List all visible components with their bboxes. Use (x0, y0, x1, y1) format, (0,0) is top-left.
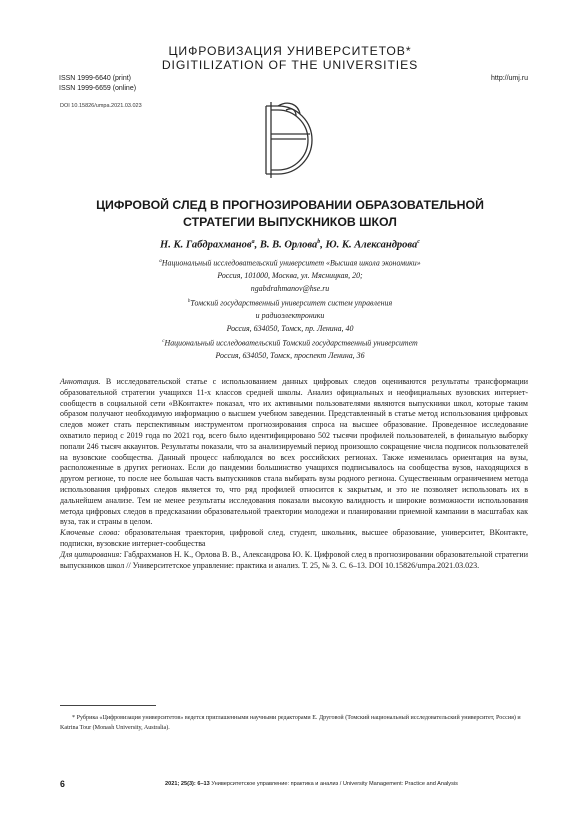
keywords-label: Ключевые слова: (60, 528, 120, 538)
affiliation-a (0, 256, 580, 295)
affil-marker: c (162, 339, 165, 344)
citation-text: Габдрахманов Н. К., Орлова В. В., Александрова Ю. К. Цифровой след в прогнозировании образовательной стратегии выпускников школ // Университетское управление: практика и анализ. Т. 25, № 3. С. 6–13. DOI 10.15826/umpa.2021.03.023. (60, 549, 528, 570)
author-affil-marker: b (317, 239, 321, 245)
doi-header: DOI 10.15826/umpa.2021.03.023 (60, 103, 142, 109)
keywords (60, 528, 528, 550)
footer-citation: 2021; 25(3): 6–13 (165, 781, 210, 787)
article-title (40, 197, 540, 231)
affil-line: Россия, 634050, Томск, пр. Ленина, 40 (226, 323, 354, 333)
affil-line: и радиоэлектроники (255, 311, 325, 321)
author-name: Ю. К. Александрова (325, 239, 418, 251)
abstract (60, 377, 528, 528)
author-list (0, 239, 580, 251)
affil-line: Томский государственный университет систем управления (190, 298, 393, 308)
affil-marker: b (187, 299, 191, 304)
affil-line: Россия, 634050, Томск, проспект Ленина, 36 (215, 351, 365, 361)
abstract-text: В исследовательской статье с использованием данных цифровых следов оцениваются результаты трансформации образовательной стратегии учащихся 11-х классов средней школы. Анализ официальных и неофициальных вузовских интернет-сообществ в социальной сети «ВКонтакте» показал, что их активными пользователями являются выпускники школ, которые таким образом получают необходимую информацию о высшем учебном заведении. Представленный в статье метод использования цифровых следов может стать перспективным инструментом прогнозирования спроса на высшее образование. Проведенное исследование охватило период с 2019 года по 2021 год, всего было идентифицировано 502 тысячи профилей пользователей, в финальную выборку попали 246 тысяч аккаунтов. Результаты показали, что за анализируемый период произошло сокращение числа подписок пользователей на вузовские сообщества. Данный процесс наблюдался во всех российских регионах. Также изменилась ориентация на вузы, расположенные в других регионах. Если до пандемии большинство учащихся подписывалось на сообщества вузов, находящихся в другом регионе, то после нее большая часть выпускников стала выбирать вузы родного региона. Существенным ограничением метода использования цифровых следов является то, что ряд профилей относится к закрытым, и это не позволяет использовать их в дальнейшем анализе. Тем не менее результаты исследования показали высокую валидность и широкие возможности использования метода цифровых следов в предсказании образовательной траектории молодежи и планировании приемной кампании в масштабах как вуза, так и страны в целом. (60, 377, 529, 527)
author-affil-marker: c (417, 239, 420, 245)
citation (60, 550, 528, 572)
running-footer (165, 781, 458, 787)
affil-line: Национальный исследовательский Томский государственный университет (164, 338, 418, 348)
abstract-label: Аннотация. (60, 377, 101, 386)
author-name: Н. К. Габдрахманов (160, 239, 252, 251)
author-affil-marker: a (251, 239, 255, 245)
affil-email[interactable]: ngabdrahmanov@hse.ru (250, 283, 330, 293)
footnote: * Рубрика «Цифровизация университетов» ведется приглашенными научными редакторами Е. Друговой (Томский национальный исследовательский университет, Россия) и Katrina Tour (Monash University, Australia). (60, 715, 521, 731)
issn-online: ISSN 1999-6659 (online) (59, 85, 137, 92)
section-title-en: DIGITILIZATION OF THE UNIVERSITIES (161, 58, 419, 72)
footnote-divider (60, 705, 156, 706)
abstract-block (60, 377, 528, 571)
affil-line: Россия, 101000, Москва, ул. Мясницкая, 20; (217, 271, 363, 281)
author-separator: , (320, 239, 326, 251)
author-name: В. В. Орлова (259, 239, 318, 251)
author-separator: , (254, 239, 260, 251)
section-title-ru: ЦИФРОВИЗАЦИЯ УНИВЕРСИТЕТОВ* (168, 44, 412, 58)
affiliation-c (0, 336, 580, 363)
affil-marker: a (159, 259, 162, 264)
page-number: 6 (60, 779, 65, 789)
issn-print: ISSN 1999-6640 (print) (59, 75, 131, 82)
footer-journal: Университетское управление: практика и анализ / University Management: Practice and Analysis (209, 781, 458, 787)
affiliation-b (0, 296, 580, 335)
affil-line: Национальный исследовательский университет «Высшая школа экономики» (161, 258, 421, 268)
article-title-line-1: ЦИФРОВОЙ СЛЕД В ПРОГНОЗИРОВАНИИ ОБРАЗОВАТЕЛЬНОЙ (96, 198, 484, 212)
journal-url[interactable]: http://umj.ru (491, 75, 528, 82)
article-title-line-2: СТРАТЕГИИ ВЫПУСКНИКОВ ШКОЛ (183, 215, 397, 229)
citation-label: Для цитирования: (60, 549, 122, 559)
keywords-text: образовательная траектория, цифровой след, студент, школьник, высшее образование, университет, ВКонтакте, подписки, вузовские интернет-сообщества (60, 528, 528, 548)
journal-logo-icon (242, 96, 330, 184)
